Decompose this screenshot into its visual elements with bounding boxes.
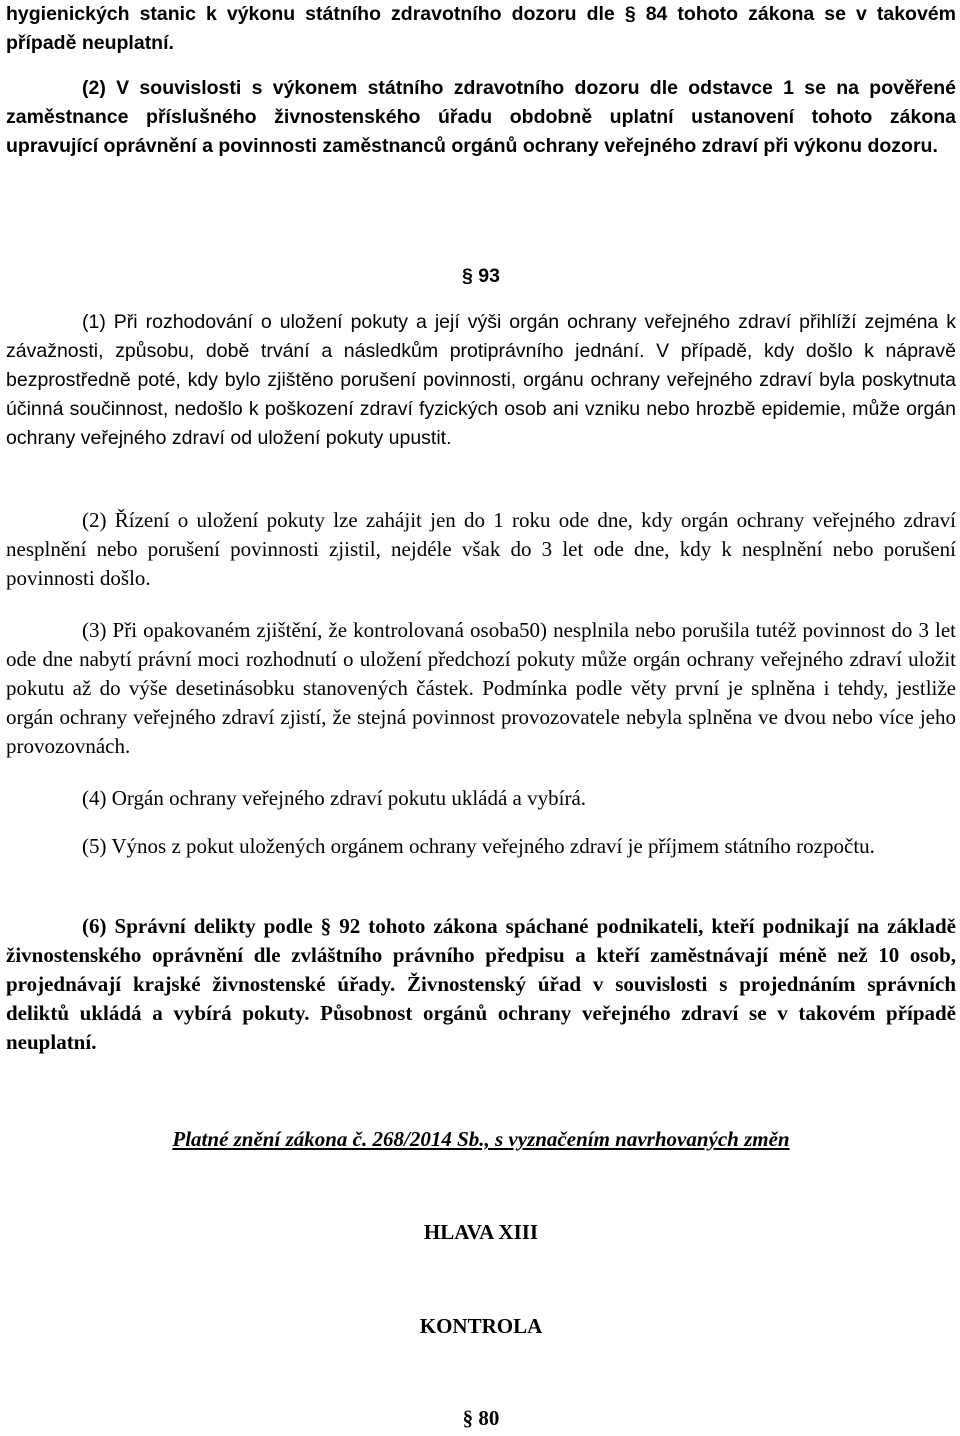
section-93-paragraph-1: (1) Při rozhodování o uložení pokuty a její výši orgán ochrany veřejného zdraví přihlíží zejména k závažnosti, způsobu, době trvání a následkům protiprávního jednání. V případě, kdy došlo k nápravě bezprostředně poté, kdy bylo zjištěno porušení povinnosti, orgánu ochrany veřejného zdraví byla poskytnuta účinná součinnost, nedošlo k poškození zdraví fyzických osob ani vzniku nebo hrozbě epidemie, může orgán ochrany veřejného zdraví od uložení pokuty upustit. bbox=[6, 311, 956, 449]
section-93-heading: § 93 bbox=[462, 265, 500, 287]
section-93-paragraph-5: (5) Výnos z pokut uložených orgánem ochrany veřejného zdraví je příjmem státního rozpočtu. bbox=[82, 834, 875, 858]
section-93-paragraph-2: (2) Řízení o uložení pokuty lze zahájit jen do 1 roku ode dne, kdy orgán ochrany veřejného zdraví nesplnění nebo porušení povinnosti zjistil, nejdéle však do 3 let ode dne, kdy k nesplnění nebo porušení povinnosti došlo. bbox=[6, 508, 956, 590]
valid-text-heading: Platné znění zákona č. 268/2014 Sb., s vyznačením navrhovaných změn bbox=[172, 1127, 790, 1151]
paragraph-2-previous-section: (2) V souvislosti s výkonem státního zdravotního dozoru dle odstavce 1 se na pověřené zaměstnance příslušného živnostenského úřadu obdobně uplatní ustanovení tohoto zákona upravující oprávnění a povinnosti zaměstnanců orgánů ochrany veřejného zdraví při výkonu dozoru. bbox=[6, 77, 956, 157]
section-93-paragraph-6: (6) Správní delikty podle § 92 tohoto zákona spáchané podnikateli, kteří podnikají na základě živnostenského oprávnění dle zvláštního právního předpisu a kteří zaměstnávají méně než 10 osob, projednávají krajské živnostenské úřady. Živnostenský úřad v souvislosti s projednáním správních deliktů ukládá a vybírá pokuty. Působnost orgánů ochrany veřejného zdraví se v takovém případě neuplatní. bbox=[6, 914, 956, 1054]
section-93-paragraph-4: (4) Orgán ochrany veřejného zdraví pokutu ukládá a vybírá. bbox=[82, 786, 587, 810]
kontrola-heading: KONTROLA bbox=[419, 1314, 543, 1338]
section-93-paragraph-3: (3) Při opakovaném zjištění, že kontrolovaná osoba50) nesplnila nebo porušila tutéž povinnost do 3 let ode dne nabytí právní moci rozhodnutí o uložení předchozí pokuty může orgán ochrany veřejného zdraví uložit pokutu až do výše desetinásobku stanovených částek. Podmínka podle věty první je splněna i tehdy, jestliže orgán ochrany veřejného zdraví zjistí, že stejná povinnost provozovatele nebyla splněna ve dvou nebo více jeho provozovnách. bbox=[6, 618, 956, 758]
paragraph-continuation: hygienických stanic k výkonu státního zdravotního dozoru dle § 84 tohoto zákona se v takovém případě neuplatní. bbox=[6, 3, 956, 54]
section-80-heading: § 80 bbox=[462, 1406, 500, 1430]
hlava-heading: HLAVA XIII bbox=[423, 1220, 539, 1244]
